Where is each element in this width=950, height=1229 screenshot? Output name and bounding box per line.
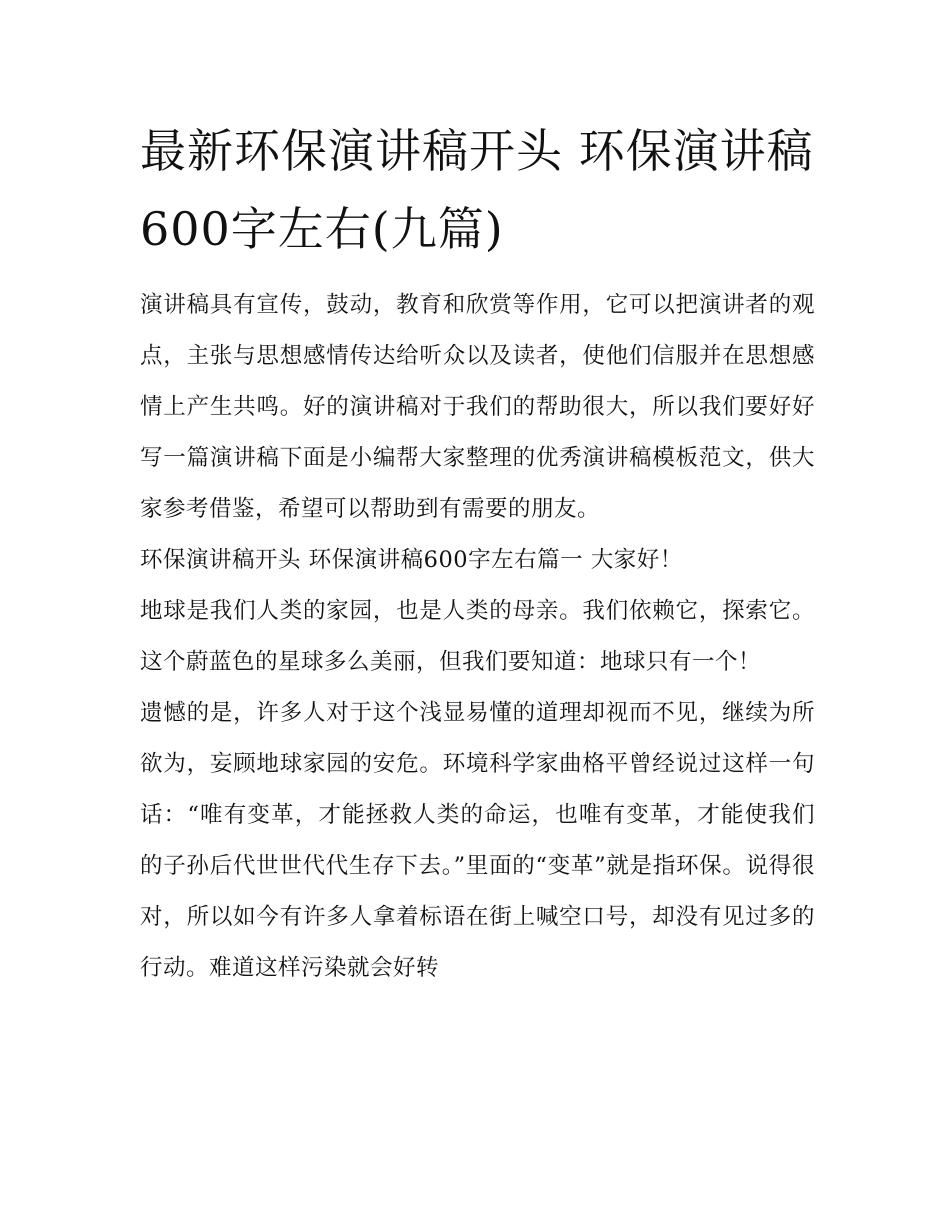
- document-title: 最新环保演讲稿开头 环保演讲稿600字左右(九篇): [140, 124, 814, 256]
- paragraph-regret: 遗憾的是，许多人对于这个浅显易懂的道理却视而不见，继续为所欲为，妄顾地球家园的安危。环境科学家曲格平曾经说过这样一句话：“唯有变革，才能拯救人类的命运，也唯有变革，才能使我们的子孙后代世世代代生存下去。”里面的“变革”就是指环保。说得很对，所以如今有许多人拿着标语在街上喊空口号，却没有见过多的行动。难道这样污染就会好转: [140, 700, 815, 981]
- paragraph-earth: 地球是我们人类的家园，也是人类的母亲。我们依赖它，探索它。这个蔚蓝色的星球多么美丽，但我们要知道：地球只有一个！: [140, 598, 815, 675]
- document-page: [140, 112, 815, 994]
- paragraph-section-heading: 环保演讲稿开头 环保演讲稿600字左右篇一 大家好！: [140, 547, 683, 573]
- paragraph-intro: 演讲稿具有宣传，鼓动，教育和欣赏等作用，它可以把演讲者的观点，主张与思想感情传达给听众以及读者，使他们信服并在思想感情上产生共鸣。好的演讲稿对于我们的帮助很大，所以我们要好好写一篇演讲稿下面是小编帮大家整理的优秀演讲稿模板范文，供大家参考借鉴，希望可以帮助到有需要的朋友。: [140, 292, 815, 522]
